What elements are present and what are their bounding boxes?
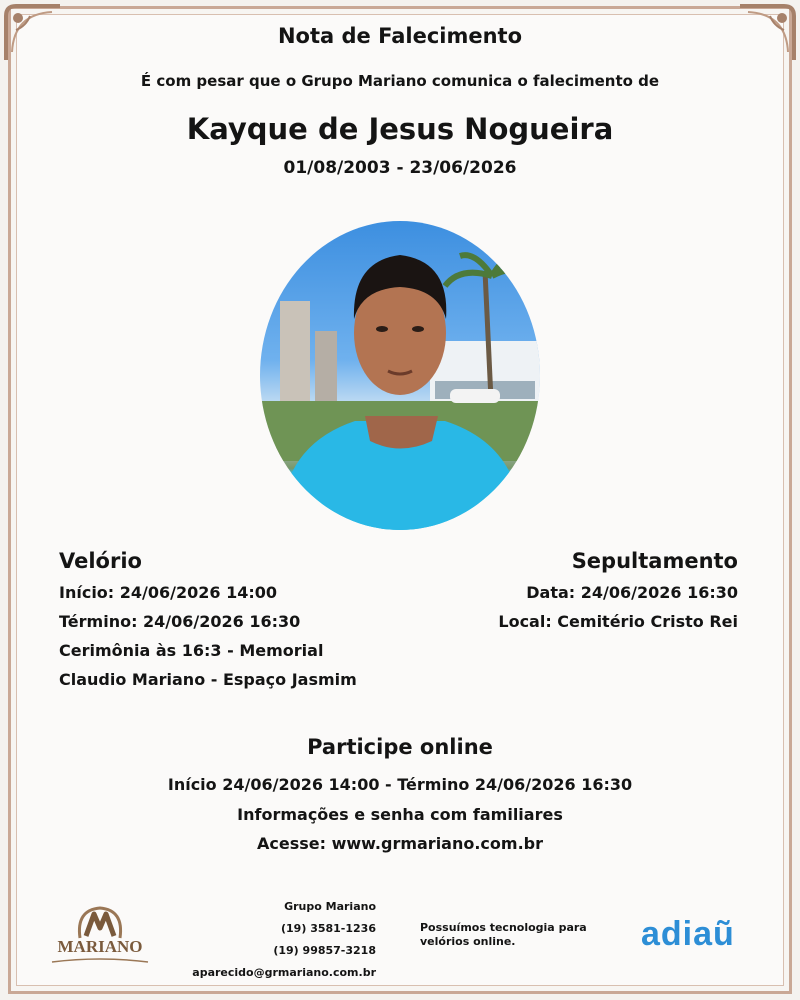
contact-block	[192, 896, 376, 984]
life-dates: 01/08/2003 - 23/06/2026	[283, 158, 517, 178]
logo-wordmark: MARIANO	[57, 937, 143, 956]
deceased-photo	[260, 221, 540, 530]
grupo-mariano-logo	[46, 904, 154, 970]
sepultamento-heading: Sepultamento	[571, 549, 738, 573]
velorio-location: Claudio Mariano - Espaço Jasmim	[59, 670, 357, 689]
online-schedule: Início 24/06/2026 14:00 - Término 24/06/2026 16:30	[167, 775, 633, 794]
deceased-name: Kayque de Jesus Nogueira	[186, 112, 614, 146]
sepultamento-section	[498, 546, 738, 636]
sepultamento-date: Data: 24/06/2026 16:30	[526, 583, 738, 602]
contact-company: Grupo Mariano	[284, 900, 376, 913]
velorio-heading: Velório	[59, 549, 142, 573]
tech-note: Possuímos tecnologia para velórios online.	[420, 921, 587, 948]
velorio-end: Término: 24/06/2026 16:30	[59, 612, 301, 631]
contact-email: aparecido@grmariano.com.br	[192, 966, 376, 979]
adiau-logo: adiaũ	[641, 915, 735, 953]
velorio-section	[59, 546, 357, 694]
contact-mobile: (19) 99857-3218	[273, 944, 376, 957]
notice-intro: É com pesar que o Grupo Mariano comunica o falecimento de	[140, 72, 660, 90]
sepultamento-location: Local: Cemitério Cristo Rei	[498, 612, 738, 631]
velorio-ceremony: Cerimônia às 16:3 - Memorial	[59, 641, 324, 660]
online-heading: Participe online	[307, 735, 493, 759]
online-info: Informações e senha com familiares	[237, 805, 563, 824]
online-website: Acesse: www.grmariano.com.br	[257, 834, 543, 853]
portrait-illustration	[260, 221, 540, 530]
notice-title: Nota de Falecimento	[277, 24, 523, 48]
velorio-start: Início: 24/06/2026 14:00	[59, 583, 278, 602]
contact-phone: (19) 3581-1236	[281, 922, 376, 935]
